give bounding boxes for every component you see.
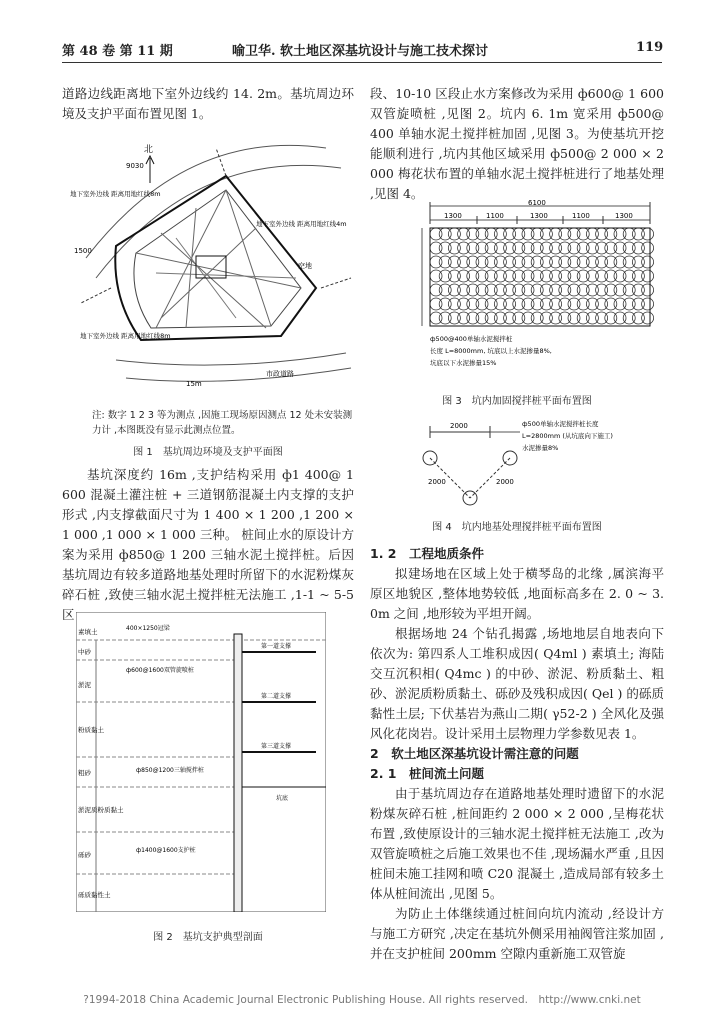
- fig3-pile-circle: [467, 284, 479, 296]
- fig2-label-pile: ф1400@1600支护桩: [136, 847, 196, 854]
- fig4-note-2: L=2800mm (从坑底向下施工): [522, 432, 613, 440]
- fig3-pile-circle: [522, 242, 534, 254]
- fig3-pile-circle: [531, 270, 543, 282]
- fig3-pile-circle: [522, 298, 534, 310]
- fig3-pile-circle: [596, 256, 608, 268]
- fig3-pile-circle: [568, 270, 580, 282]
- fig3-pile-circle: [504, 298, 516, 310]
- fig3-pile-circle: [596, 228, 608, 240]
- left-paragraph-2: 基坑深度约 16m ,支护结构采用 ф1 400@ 1 600 混凝土灌注桩 + 三道钢筋混凝土内支撑的支护形式 ,内支撑截面尺寸为 1 400 × 1 200 ,1 200 × 1 000 ,1 000 × 1 000 三种。 桩间止水的原设计方案为采用 ф850@ 1 200 三轴水泥土搅拌桩。后因基坑周边有较多道路地基处理时所留下的水泥粉煤灰碎石桩 ,致使三轴水泥土搅拌桩无法施工 ,1-1 ~ 5-5 区: [62, 467, 354, 622]
- fig3-pile-circle: [476, 284, 488, 296]
- fig3-pile-circle: [448, 228, 460, 240]
- fig3-pile-circle: [513, 284, 525, 296]
- left-paragraph-1: 道路边线距离地下室外边线约 14. 2m。基坑周边环境及支护平面布置见图 1。: [62, 86, 354, 121]
- fig3-pile-circle: [550, 242, 562, 254]
- fig3-pile-circle: [568, 256, 580, 268]
- fig3-pile-circle: [476, 312, 488, 324]
- fig3-pile-circle: [586, 228, 598, 240]
- fig3-pile-circle: [467, 270, 479, 282]
- fig3-pile-circle: [439, 298, 451, 310]
- fig3-pile-circle: [476, 228, 488, 240]
- fig3-pile-circle: [439, 256, 451, 268]
- fig3-pile-circle: [448, 256, 460, 268]
- fig2-label-strut1: 第一道支撑: [261, 643, 292, 650]
- fig3-pile-circle: [614, 242, 626, 254]
- fig3-pile-circle: [605, 312, 617, 324]
- fig3-pile-circle: [494, 256, 506, 268]
- fig3-pile-circle: [614, 256, 626, 268]
- fig1-label-road: 市政道路: [266, 370, 294, 378]
- fig3-pile-circle: [531, 298, 543, 310]
- footer-copyright: ?1994-2018 China Academic Journal Electronic Publishing House. All rights reserved. http://www.cnki.net: [83, 994, 641, 1006]
- fig3-pile-circle: [439, 228, 451, 240]
- fig3-pile-circle: [540, 242, 552, 254]
- fig1-dim-left: 1500: [74, 247, 92, 255]
- fig3-caption: 图 3 坑内加固搅拌桩平面布置图: [442, 396, 592, 407]
- fig3-pile-circle: [605, 256, 617, 268]
- fig3-pile-circle: [586, 312, 598, 324]
- fig3-pile-circle: [642, 256, 654, 268]
- right-paragraph-4: 由于基坑周边存在道路地基处理时遗留下的水泥粉煤灰碎石桩 ,桩间距约 2 000 × 2 000 ,呈梅花状布置 ,致使原设计的三轴水泥土搅拌桩无法施工 ,改为双管旋喷桩之后施工效果也不佳 ,现场漏水严重 ,且因桩间未施工挂网和喷 C20 混凝土 ,造成局部有较多土体从桩间流出 ,见图 5。: [370, 786, 664, 901]
- fig3-pile-circle: [632, 228, 644, 240]
- fig3-pile-circle: [531, 312, 543, 324]
- fig3-pile-circle: [642, 270, 654, 282]
- fig1-dim-bottom: 15m: [186, 380, 202, 388]
- fig3-pile-circle: [467, 298, 479, 310]
- fig4-caption: 图 4 坑内地基处理搅拌桩平面布置图: [432, 522, 602, 533]
- fig3-pile-circle: [614, 284, 626, 296]
- fig3-pile-circle: [586, 256, 598, 268]
- layer-4: 粉质黏土: [78, 726, 104, 734]
- fig3-pile-circle: [596, 284, 608, 296]
- fig4-note-3: 水泥掺量8%: [522, 444, 559, 452]
- fig4-spacing-right: 2000: [496, 478, 514, 486]
- fig3-pile-circle: [632, 312, 644, 324]
- fig3-pile-circle: [623, 270, 635, 282]
- fig2-label-capbeam: 400×1250冠梁: [126, 625, 170, 632]
- fig3-pile-circle: [494, 242, 506, 254]
- fig3-pile-circle: [568, 228, 580, 240]
- fig3-pile-circle: [605, 284, 617, 296]
- fig3-pile-circle: [577, 312, 589, 324]
- section-2-1-heading: 2. 1 桩间流土问题: [370, 766, 484, 781]
- fig3-pile-circle: [550, 256, 562, 268]
- fig3-pile-circle: [531, 242, 543, 254]
- fig3-pile-circle: [485, 256, 497, 268]
- fig3-pile-circle: [605, 270, 617, 282]
- fig1-label-1: 地下室外边线 距离用地红线8m: [70, 190, 161, 198]
- section-1-2-heading: 1. 2 工程地质条件: [370, 546, 484, 561]
- fig3-pile-circle: [430, 256, 442, 268]
- fig3-pile-circle: [494, 312, 506, 324]
- layer-1: 素填土: [78, 628, 98, 636]
- fig3-pile-circle: [494, 284, 506, 296]
- fig3-note-1: ф500@400单轴水泥搅拌桩: [430, 335, 513, 343]
- right-paragraph-2: 拟建场地在区域上处于横琴岛的北缘 ,属滨海平原区地貌区 ,整体地势较低 ,地面标高多在 2. 0 ~ 3. 0m 之间 ,地形较为平坦开阔。: [370, 566, 664, 621]
- fig3-pile-circle: [476, 242, 488, 254]
- fig3-pile-circle: [439, 270, 451, 282]
- fig3-pile-circle: [623, 228, 635, 240]
- fig3-pile-circle: [586, 242, 598, 254]
- layer-5: 粗砂: [78, 769, 91, 777]
- fig3-pile-circle: [448, 298, 460, 310]
- fig3-note-3: 坑底以下水泥掺量15%: [430, 359, 497, 367]
- fig3-pile-circle: [513, 256, 525, 268]
- fig1-caption: 图 1 基坑周边环境及支护平面图: [133, 447, 283, 458]
- fig4-note-1: ф500单轴水泥搅拌桩长度: [522, 420, 599, 428]
- fig3-pile-circle: [605, 242, 617, 254]
- fig3-pile-circle: [522, 312, 534, 324]
- fig3-pile-circle: [513, 242, 525, 254]
- fig3-seg-3: 1300: [530, 212, 548, 220]
- right-paragraph-1: 段、10-10 区段止水方案修改为采用 ф600@ 1 600 双管旋喷桩 ,见图 2。坑内 6. 1m 宽采用 ф500@ 400 单轴水泥土搅拌桩加固 ,见图 3。为使基坑开挖能顺利进行 ,坑内其他区域采用 ф500@ 2 000 × 2 000 梅花状布置的单轴水泥土搅拌桩进行了地基处理 ,见图 4。: [370, 86, 664, 201]
- fig2-label-strut3: 第三道支撑: [261, 743, 292, 750]
- fig3-pile-circle: [439, 242, 451, 254]
- fig3-pile-circle: [458, 298, 470, 310]
- fig3-pile-circle: [550, 228, 562, 240]
- fig3-pile-circle: [448, 242, 460, 254]
- fig3-pile-circle: [632, 256, 644, 268]
- figure-3: [400, 198, 658, 383]
- fig3-pile-circle: [485, 312, 497, 324]
- fig3-pile-circle: [623, 284, 635, 296]
- fig3-pile-circle: [614, 298, 626, 310]
- figure-1: [66, 128, 358, 398]
- fig3-pile-circle: [522, 284, 534, 296]
- fig3-pile-circle: [596, 270, 608, 282]
- fig4-spacing-top: 2000: [450, 422, 468, 430]
- fig3-pile-circle: [623, 298, 635, 310]
- fig3-pile-circle: [623, 312, 635, 324]
- fig3-pile-circle: [531, 228, 543, 240]
- fig3-pile-circle: [458, 256, 470, 268]
- fig3-pile-circle: [614, 312, 626, 324]
- fig3-pile-circle: [531, 284, 543, 296]
- fig3-pile-circle: [642, 228, 654, 240]
- fig3-pile-circle: [430, 298, 442, 310]
- right-paragraph-3: 根据场地 24 个钻孔揭露 ,场地地层自地表向下依次为: 第四系人工堆积成因( Q4ml ) 素填土; 海陆交互沉积相( Q4mc ) 的中砂、淤泥、粉质黏土、粗砂、淤泥质粉质黏土、砾砂及残积成因( Qel ) 的砾质黏性土层; 下伏基岩为燕山二期( γ52-2 ) 全风化及强风化花岗岩。设计采用土层物理力学参数见表 1。: [370, 626, 664, 741]
- fig3-pile-circle: [504, 270, 516, 282]
- right-paragraph-5: 为防止土体继续通过桩间向坑内流动 ,经设计方与施工方研究 ,决定在基坑外侧采用袖阀管注浆加固 ,并在支护桩间 200mm 空隙内重新施工双管旋: [370, 906, 664, 961]
- fig3-pile-circle: [458, 312, 470, 324]
- fig3-pile-circle: [605, 228, 617, 240]
- fig3-pile-circle: [559, 228, 571, 240]
- fig3-seg-1: 1300: [444, 212, 462, 220]
- header-rule: [62, 62, 662, 63]
- fig3-pile-circle: [540, 228, 552, 240]
- fig3-pile-circle: [485, 270, 497, 282]
- fig3-pile-circle: [485, 284, 497, 296]
- fig3-pile-circle: [568, 284, 580, 296]
- fig3-pile-circle: [596, 298, 608, 310]
- fig3-pile-circle: [513, 312, 525, 324]
- fig3-pile-circle: [577, 298, 589, 310]
- fig1-label-2: 地下室外边线 距离用地红线4m: [256, 220, 347, 228]
- fig3-pile-circle: [559, 284, 571, 296]
- fig3-pile-circle: [540, 312, 552, 324]
- fig2-caption: 图 2 基坑支护典型剖面: [153, 932, 263, 943]
- fig3-pile-circle: [448, 312, 460, 324]
- fig3-pile-circle: [550, 284, 562, 296]
- fig3-pile-circle: [531, 256, 543, 268]
- fig3-pile-circle: [458, 284, 470, 296]
- fig3-pile-circle: [513, 228, 525, 240]
- fig3-pile-circle: [577, 242, 589, 254]
- fig3-pile-circle: [568, 242, 580, 254]
- fig3-pile-circle: [430, 270, 442, 282]
- fig3-pile-circle: [430, 228, 442, 240]
- fig3-pile-circle: [522, 256, 534, 268]
- fig3-pile-circle: [559, 270, 571, 282]
- fig3-pile-circle: [623, 256, 635, 268]
- fig3-pile-circle: [430, 284, 442, 296]
- page-number: 119: [636, 40, 664, 55]
- fig3-note-2: 长度 L=8000mm, 坑底以上水泥掺量8%,: [430, 347, 552, 355]
- fig3-pile-circle: [504, 312, 516, 324]
- fig3-pile-circle: [568, 298, 580, 310]
- fig3-pile-circle: [559, 256, 571, 268]
- fig1-note: 注: 数字 1 2 3 等为测点 ,因施工现场原因测点 12 处未安装测力计 ,本图既没有显示此测点位置。: [92, 410, 353, 436]
- journal-volume: 第 48 卷 第 11 期: [62, 44, 173, 59]
- fig3-pile-circle: [559, 242, 571, 254]
- fig3-pile-circle: [586, 284, 598, 296]
- fig3-pile-circle: [642, 298, 654, 310]
- fig3-pile-circle: [494, 228, 506, 240]
- fig3-pile-circle: [586, 270, 598, 282]
- fig2-label-bottom: 坑底: [276, 795, 289, 802]
- fig3-pile-circle: [467, 256, 479, 268]
- figure-4: [410, 412, 650, 512]
- fig3-pile-circle: [485, 298, 497, 310]
- fig3-pile-circle: [504, 284, 516, 296]
- fig3-pile-circle: [439, 312, 451, 324]
- fig3-pile-circle: [476, 298, 488, 310]
- fig3-pile-circle: [605, 298, 617, 310]
- fig4-spacing-left: 2000: [428, 478, 446, 486]
- section-2-heading: 2 软土地区深基坑设计需注意的问题: [370, 746, 579, 761]
- fig2-label-mixpile: ф850@1200三轴搅拌桩: [136, 767, 204, 774]
- fig3-pile-circle: [448, 284, 460, 296]
- fig3-pile-circle: [632, 284, 644, 296]
- fig3-pile-circle: [568, 312, 580, 324]
- fig3-pile-circle: [504, 228, 516, 240]
- fig3-pile-circle: [513, 298, 525, 310]
- fig3-pile-circle: [439, 284, 451, 296]
- fig3-pile-circle: [485, 228, 497, 240]
- fig3-seg-4: 1100: [572, 212, 590, 220]
- fig3-pile-circle: [577, 270, 589, 282]
- running-title: 喻卫华. 软土地区深基坑设计与施工技术探讨: [232, 44, 489, 59]
- fig3-pile-circle: [550, 312, 562, 324]
- fig3-total: 6100: [528, 199, 546, 207]
- fig3-pile-circle: [586, 298, 598, 310]
- fig3-pile-circle: [430, 242, 442, 254]
- fig3-pile-circle: [458, 270, 470, 282]
- fig3-pile-circle: [614, 228, 626, 240]
- fig3-pile-circle: [642, 312, 654, 324]
- fig2-label-jetgrout: ф600@1600双管旋喷桩: [126, 667, 194, 674]
- fig3-pile-circle: [458, 228, 470, 240]
- fig3-pile-circle: [577, 284, 589, 296]
- fig3-pile-circle: [504, 242, 516, 254]
- fig3-pile-circle: [596, 242, 608, 254]
- fig3-seg-5: 1300: [615, 212, 633, 220]
- fig3-pile-circle: [458, 242, 470, 254]
- layer-2: 中砂: [78, 648, 91, 656]
- fig3-pile-circle: [632, 298, 644, 310]
- fig3-pile-circle: [513, 270, 525, 282]
- fig1-dim-top: 9030: [126, 162, 144, 170]
- fig3-pile-circle: [614, 270, 626, 282]
- figure-2: [76, 612, 326, 912]
- fig3-pile-circle: [540, 256, 552, 268]
- fig3-pile-circle: [494, 270, 506, 282]
- fig3-pile-circle: [623, 242, 635, 254]
- fig3-pile-circle: [559, 298, 571, 310]
- fig3-pile-circle: [642, 242, 654, 254]
- fig3-pile-circle: [467, 228, 479, 240]
- fig3-pile-circle: [522, 270, 534, 282]
- fig3-pile-circle: [476, 256, 488, 268]
- fig3-pile-circle: [596, 312, 608, 324]
- fig3-pile-circle: [642, 284, 654, 296]
- layer-7: 砾砂: [78, 851, 91, 859]
- fig3-pile-circle: [550, 298, 562, 310]
- fig3-pile-circle: [559, 312, 571, 324]
- fig3-seg-2: 1100: [486, 212, 504, 220]
- layer-6: 淤泥质粉质黏土: [78, 806, 124, 814]
- layer-8: 砾质黏性土: [78, 891, 111, 899]
- fig3-pile-circle: [540, 298, 552, 310]
- fig3-pile-circle: [476, 270, 488, 282]
- right-body: [370, 544, 664, 964]
- fig3-pile-circle: [485, 242, 497, 254]
- layer-3: 淤泥: [78, 681, 91, 689]
- fig3-pile-circle: [522, 228, 534, 240]
- fig3-pile-circle: [494, 298, 506, 310]
- fig3-pile-circle: [632, 242, 644, 254]
- fig3-pile-circle: [540, 270, 552, 282]
- fig3-pile-circle: [540, 284, 552, 296]
- fig3-pile-circle: [504, 256, 516, 268]
- fig3-pile-circle: [577, 228, 589, 240]
- fig3-pile-circle: [550, 270, 562, 282]
- fig3-pile-circle: [430, 312, 442, 324]
- fig1-label-3: 地下室外边线 距离用地红线8m: [80, 332, 171, 340]
- north-label: 北: [144, 145, 154, 155]
- fig3-pile-circle: [632, 270, 644, 282]
- fig3-pile-circle: [577, 256, 589, 268]
- fig1-label-vacant: 空地: [298, 262, 312, 270]
- fig3-pile-circle: [467, 312, 479, 324]
- fig3-pile-circle: [467, 242, 479, 254]
- fig3-pile-circle: [448, 270, 460, 282]
- fig2-label-strut2: 第二道支撑: [261, 693, 292, 700]
